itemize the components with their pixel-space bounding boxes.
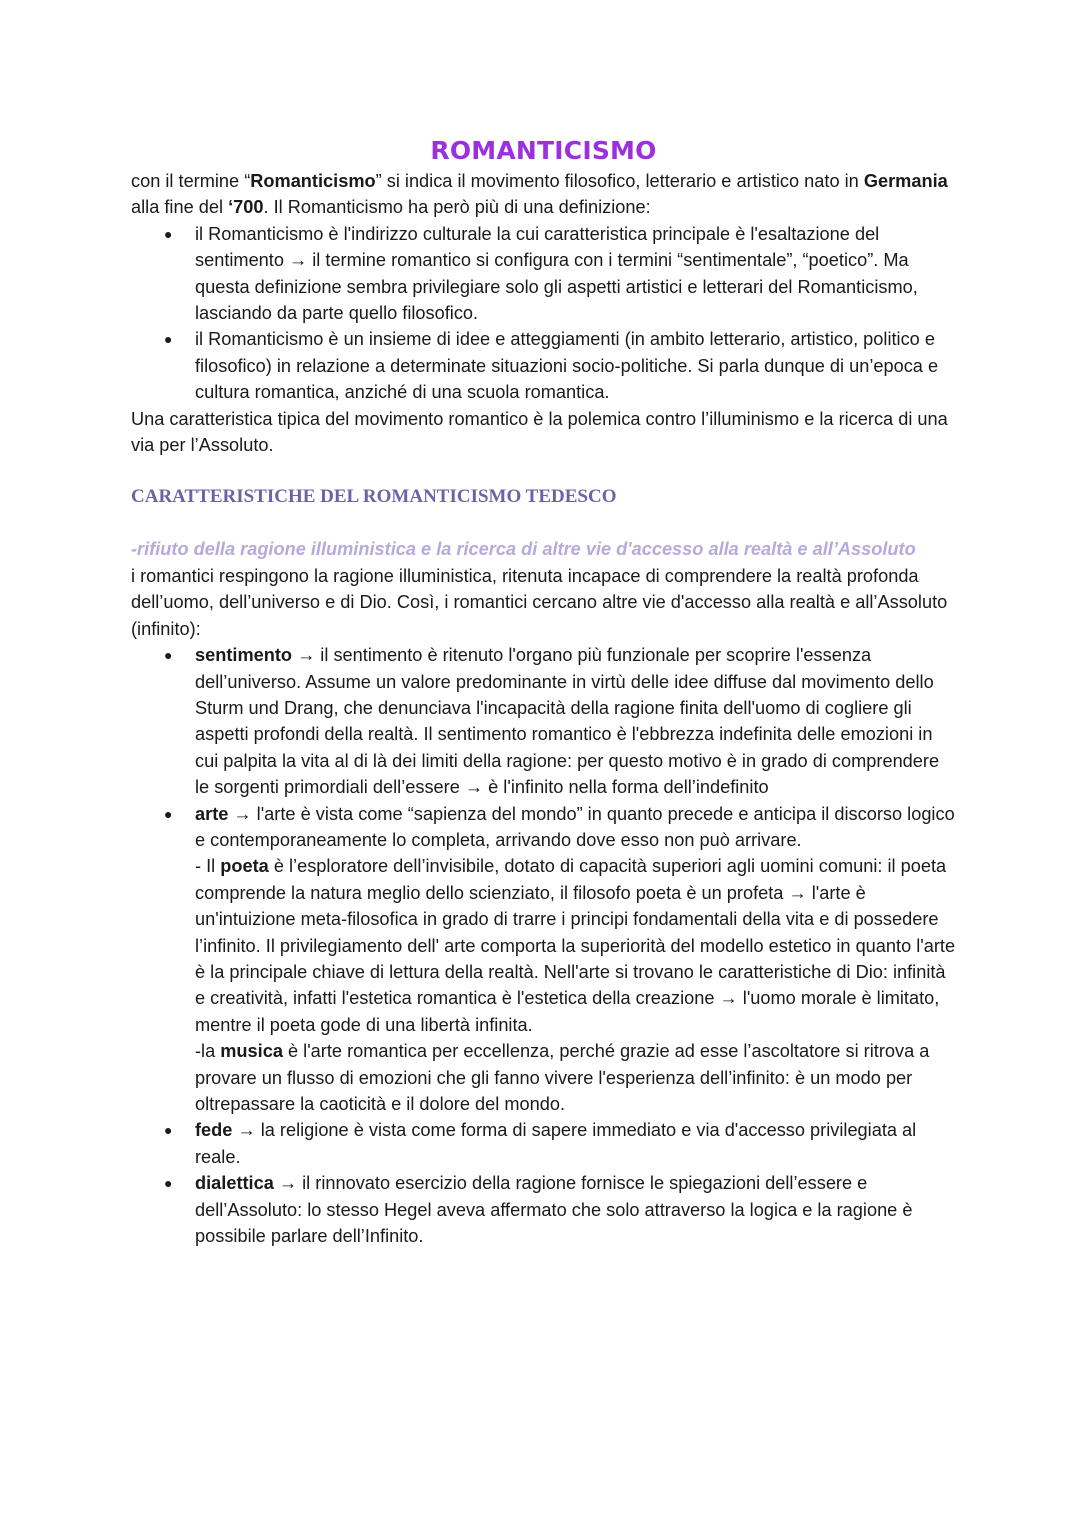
item-text: → l'arte è vista come “sapienza del mondo” in quanto precede e anticipa il discorso logico e contemporaneamente lo completa, arrivando dove esso non può arrivare. [195,803,955,850]
term-poeta: poeta [220,856,269,877]
term-700: ‘700 [228,197,264,218]
item-text: → il sentimento è ritenuto l'organo più funzionale per scoprire l'essenza dell’universo. Assume un valore predominante in virtù delle idee diffuse dal movimento dello Sturm und Drang, che denunciava l'incapacità della ragione finita dell'uomo di cogliere gli aspetti profondi della realtà. Il sentimento romantico è l'ebbrezza indefinita delle emozioni in cui palpita la vita al di là dei limiti della ragione: per questo motivo è in grado di comprendere le sorgenti primordiali dell’essere → è l'infinito nella forma dell’indefinito [195,645,940,798]
list-item-fede [131,1117,956,1170]
intro-text: con il termine “ [131,171,251,191]
list-item-arte [131,801,956,1118]
ways-list [131,642,956,1249]
intro-text: alla fine del [131,197,229,218]
section-title: CARATTERISTICHE DEL ROMANTICISMO TEDESCO [131,486,617,508]
item-text: - Il [195,856,221,877]
subsection-intro: i romantici respingono la ragione illuministica, ritenuta incapace di comprendere la realtà profonda dell’uomo, dell’universo e di Dio. Così, i romantici cercano altre vie d'accesso alla realtà e all’Assoluto (infinito): [131,565,948,639]
subsection-heading: -rifiuto della ragione illuministica e la ricerca di altre vie d'accesso alla realtà e all’Assoluto [131,539,916,560]
bullet-icon: ● [164,331,173,348]
bullet-icon: ● [164,1122,173,1139]
definition-text: il Romanticismo è l'indirizzo culturale la cui caratteristica principale è l'esaltazione del sentimento → il termine romantico si configura con i termini “sentimentale”, “poetico”. Ma questa definizione sembra privilegiare solo gli aspetti artistici e letterari del Romanticismo, lasciando da parte quello filosofico. [195,223,918,324]
definition-text: il Romanticismo è un insieme di idee e atteggiamenti (in ambito letterario, artistico, politico e filosofico) in relazione a determinate situazioni socio-politiche. Si parla dunque di un’epoca e cultura romantica, anziché di una scuola romantica. [195,329,939,403]
intro-text: ” si indica il movimento filosofico, letterario e artistico nato in [375,171,864,191]
page-title: ROMANTICISMO [430,136,657,165]
intro-conclusion: Una caratteristica tipica del movimento romantico è la polemica contro l’illuminismo e la ricerca di una via per l’Assoluto. [131,408,948,456]
term-romanticismo: Romanticismo [250,171,376,191]
bullet-icon: ● [164,1175,173,1192]
intro-text: . Il Romanticismo ha però più di una definizione: [263,197,651,218]
term-musica: musica [220,1041,283,1062]
list-item-sentimento [131,642,956,800]
item-text: -la [195,1041,221,1062]
term-sentimento: sentimento [195,645,293,666]
definitions-list [131,221,956,406]
bullet-icon: ● [164,225,173,242]
intro-paragraph [131,168,956,221]
item-text: → la religione è vista come forma di sapere immediato e via d'accesso privilegiata al reale. [195,1120,917,1167]
list-item-dialettica [131,1170,956,1249]
term-dialettica: dialettica [195,1173,274,1194]
item-text: è l’esploratore dell’invisibile, dotato di capacità superiori agli uomini comuni: il poeta comprende la natura meglio dello scienziato, il filosofo poeta è un profeta → l'arte è un'intuizione meta-filosofica in grado di trarre i principi fondamentali della vita e di possedere l’infinito. Il privilegiamento dell' arte comporta la superiorità del modello estetico in quanto l'arte è la principale chiave di lettura della realtà. Nell'arte si trovano le caratteristiche di Dio: infinità e creatività, infatti l'estetica romantica è l'estetica della creazione → l'uomo morale è limitato, mentre il poeta gode di una libertà infinita. [195,856,956,1035]
item-text: → il rinnovato esercizio della ragione fornisce le spiegazioni dell’essere e dell’Assoluto: lo stesso Hegel aveva affermato che solo attraverso la logica e la ragione è possibile parlare dell’Infinito. [195,1173,913,1247]
term-fede: fede [195,1120,233,1141]
term-germania: Germania [863,171,948,191]
term-arte: arte [195,803,229,824]
document-page [131,134,956,1249]
item-text: è l'arte romantica per eccellenza, perché grazie ad esse l’ascoltatore si ritrova a provare un flusso di emozioni che gli fanno vivere l'esperienza dell’infinito: è un modo per oltrepassare la caoticità e il dolore del mondo. [195,1041,930,1114]
list-item [131,326,956,405]
bullet-icon: ● [164,805,173,822]
list-item [131,221,956,327]
bullet-icon: ● [164,647,173,664]
